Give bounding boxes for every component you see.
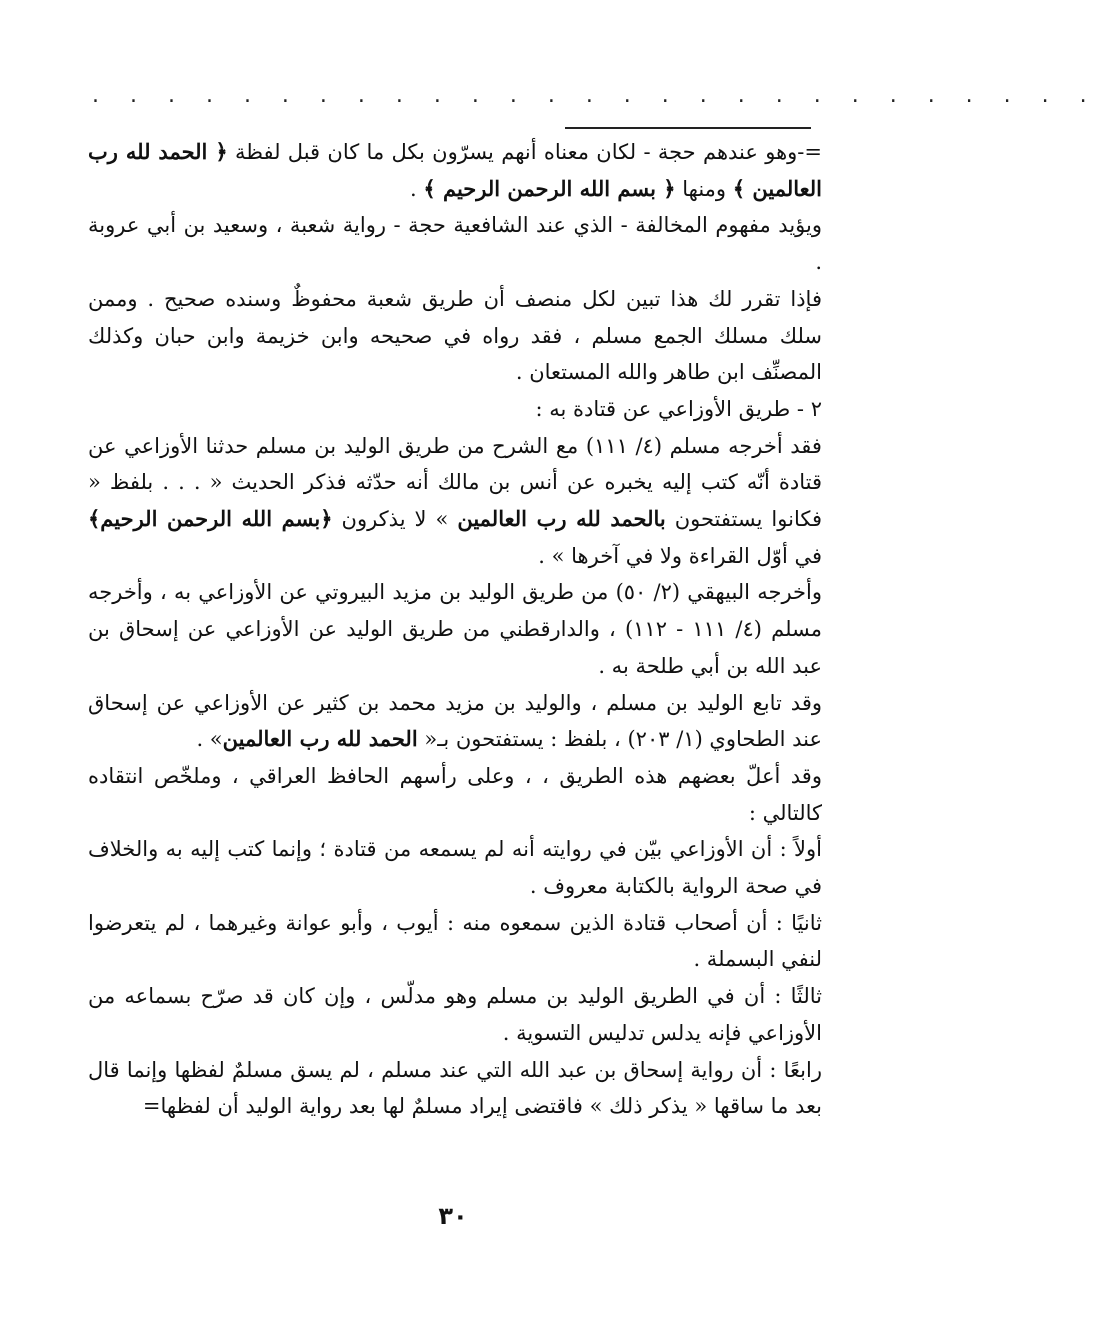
bold-quote: ﴿بسم الله الرحمن الرحيم﴾: [88, 506, 333, 532]
text-run: ومنها: [675, 176, 733, 201]
text-run: وقد تابع الوليد بن مسلم ، والوليد بن مزيد محمد بن كثير عن الأوزاعي عن إسحاق عند الطحاوي (١/ ٢٠٣) ، بلفظ : يستفتحون بـ«: [88, 690, 822, 752]
text-run: فقد أخرجه مسلم (٤/ ١١١) مع الشرح من طريق الوليد بن مسلم حدثنا الأوزاعي عن قتادة أنّه كتب إليه يخبره عن أنس بن مالك أنه حدّثه فذكر الحديث « . . . بلفظ « فكانوا يستفتحون: [88, 433, 822, 532]
bold-quote: ﴿ بسم الله الرحمن الرحيم ﴾: [423, 175, 676, 201]
paragraph: أولاً : أن الأوزاعي بيّن في روايته أنه لم يسمعه من قتادة ؛ وإنما كتب إليه به والخلاف في صحة الرواية بالكتابة معروف .: [88, 837, 822, 899]
paragraph: [88, 685, 822, 758]
paragraph: ٢ - طريق الأوزاعي عن قتادة به :: [535, 396, 822, 421]
paragraph: فإذا تقرر لك هذا تبين لكل منصف أن طريق شعبة محفوظٌ وسنده صحيح . وممن سلك مسلك الجمع مسلم ، فقد رواه في صحيحه وابن خزيمة وابن حبان وكذلك المصنِّف ابن طاهر والله المستعان .: [88, 286, 822, 385]
text-run: » .: [196, 727, 223, 752]
paragraph: ثالثًا : أن في الطريق الوليد بن مسلم وهو مدلّس ، وإن كان قد صرّح بسماعه من الأوزاعي فإنه يدلس تدليس التسوية .: [88, 984, 822, 1045]
text-run: » لا يذكرون: [332, 507, 458, 532]
paragraph: [88, 134, 822, 207]
footnote-text-body: [88, 134, 822, 1125]
header-dots: . . . . . . . . . . . . . . . . . . . . . . . . . . .: [92, 83, 1099, 108]
bold-quote: بالحمد لله رب العالمين: [457, 506, 666, 532]
paragraph: وقد أعلّ بعضهم هذه الطريق ، ، وعلى رأسهم الحافظ العراقي ، وملخّص انتقاده كالتالي :: [88, 763, 822, 825]
bold-quote: ﴿ الحمد لله رب العالمين ﴾: [88, 139, 822, 201]
text-run: =-وهو عندهم حجة - لكان معناه أنهم يسرّون بكل ما كان قبل لفظة: [227, 140, 822, 164]
page-number: ٣٠: [438, 1202, 468, 1230]
footnote-separator-line: [565, 127, 811, 129]
paragraph: ثانيًا : أن أصحاب قتادة الذين سمعوه منه : أيوب ، وأبو عوانة وغيرهما ، لم يتعرضوا لنفي البسملة .: [88, 910, 822, 972]
paragraph: ويؤيد مفهوم المخالفة - الذي عند الشافعية حجة - رواية شعبة ، وسعيد بن أبي عروبة .: [88, 213, 822, 275]
bold-quote: الحمد لله رب العالمين: [222, 726, 418, 752]
paragraph: وأخرجه البيهقي (٢/ ٥٠) من طريق الوليد بن مزيد البيروتي عن الأوزاعي به ، وأخرجه مسلم (٤/ ١١١ - ١١٢) ، والدارقطني من طريق الوليد عن الأوزاعي عن إسحاق بن عبد الله بن أبي طلحة به .: [88, 580, 822, 678]
text-run: .: [410, 176, 424, 201]
paragraph: رابعًا : أن رواية إسحاق بن عبد الله التي عند مسلم ، لم يسق مسلمٌ لفظها وإنما قال بعد ما ساقها « يذكر ذلك » فاقتضى إيراد مسلمٌ لها بعد رواية الوليد أن لفظها=: [88, 1057, 822, 1119]
paragraph: [88, 428, 822, 575]
text-run: في أوّل القراءة ولا في آخرها » .: [538, 543, 822, 568]
